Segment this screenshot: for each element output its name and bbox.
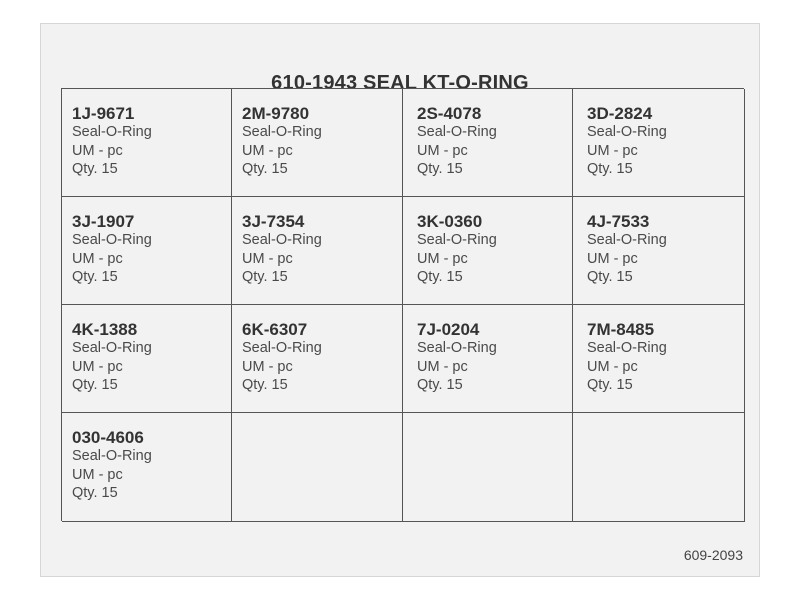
part-cell <box>62 413 232 522</box>
quantity: Qty. 15 <box>72 161 118 177</box>
unit-of-measure: UM - pc <box>72 142 123 159</box>
part-number: 7J-0204 <box>417 320 480 339</box>
kit-label-card <box>40 23 760 577</box>
footer-code: 609-2093 <box>683 547 743 563</box>
unit-of-measure: UM - pc <box>72 250 123 267</box>
part-number: 3J-7354 <box>242 212 305 231</box>
unit-of-measure: UM - pc <box>242 142 293 159</box>
unit-of-measure: UM - pc <box>417 358 468 375</box>
part-number: 7M-8485 <box>587 320 655 339</box>
empty-cell <box>232 413 403 522</box>
part-description: Seal-O-Ring <box>587 340 667 356</box>
part-cell <box>403 89 573 197</box>
part-description: Seal-O-Ring <box>72 340 152 356</box>
unit-of-measure: UM - pc <box>417 142 468 159</box>
unit-of-measure: UM - pc <box>72 466 123 483</box>
quantity: Qty. 15 <box>72 377 118 393</box>
unit-of-measure: UM - pc <box>587 250 638 267</box>
unit-of-measure: UM - pc <box>587 358 638 375</box>
part-cell <box>232 89 403 197</box>
quantity: Qty. 15 <box>417 377 463 393</box>
part-cell <box>232 305 403 413</box>
kit-title: 610-1943 SEAL KT-O-RING <box>271 72 529 94</box>
empty-cell <box>573 413 745 522</box>
part-description: Seal-O-Ring <box>242 340 322 356</box>
part-number: 4K-1388 <box>72 320 138 339</box>
unit-of-measure: UM - pc <box>242 358 293 375</box>
unit-of-measure: UM - pc <box>417 250 468 267</box>
quantity: Qty. 15 <box>242 161 288 177</box>
part-description: Seal-O-Ring <box>72 448 152 464</box>
part-cell <box>573 89 745 197</box>
part-number: 3K-0360 <box>417 212 483 231</box>
empty-cell <box>403 413 573 522</box>
part-number: 3D-2824 <box>587 104 653 123</box>
part-description: Seal-O-Ring <box>587 124 667 140</box>
quantity: Qty. 15 <box>417 269 463 285</box>
part-number: 2S-4078 <box>417 104 482 123</box>
part-description: Seal-O-Ring <box>417 124 497 140</box>
part-cell <box>62 89 232 197</box>
part-cell <box>232 197 403 305</box>
quantity: Qty. 15 <box>587 269 633 285</box>
quantity: Qty. 15 <box>587 161 633 177</box>
part-description: Seal-O-Ring <box>72 124 152 140</box>
part-number: 6K-6307 <box>242 320 308 339</box>
parts-grid <box>61 88 744 521</box>
part-cell <box>403 197 573 305</box>
part-description: Seal-O-Ring <box>417 340 497 356</box>
part-cell <box>403 305 573 413</box>
part-description: Seal-O-Ring <box>72 232 152 248</box>
part-number: 030-4606 <box>72 428 144 447</box>
quantity: Qty. 15 <box>72 269 118 285</box>
unit-of-measure: UM - pc <box>587 142 638 159</box>
quantity: Qty. 15 <box>242 377 288 393</box>
part-description: Seal-O-Ring <box>587 232 667 248</box>
quantity: Qty. 15 <box>587 377 633 393</box>
part-description: Seal-O-Ring <box>417 232 497 248</box>
quantity: Qty. 15 <box>242 269 288 285</box>
part-description: Seal-O-Ring <box>242 232 322 248</box>
unit-of-measure: UM - pc <box>72 358 123 375</box>
unit-of-measure: UM - pc <box>242 250 293 267</box>
part-cell <box>573 305 745 413</box>
part-description: Seal-O-Ring <box>242 124 322 140</box>
part-number: 4J-7533 <box>587 212 650 231</box>
part-cell <box>62 305 232 413</box>
part-number: 3J-1907 <box>72 212 135 231</box>
part-cell <box>573 197 745 305</box>
part-number: 1J-9671 <box>72 104 135 123</box>
part-cell <box>62 197 232 305</box>
part-number: 2M-9780 <box>242 104 310 123</box>
quantity: Qty. 15 <box>417 161 463 177</box>
quantity: Qty. 15 <box>72 485 118 501</box>
